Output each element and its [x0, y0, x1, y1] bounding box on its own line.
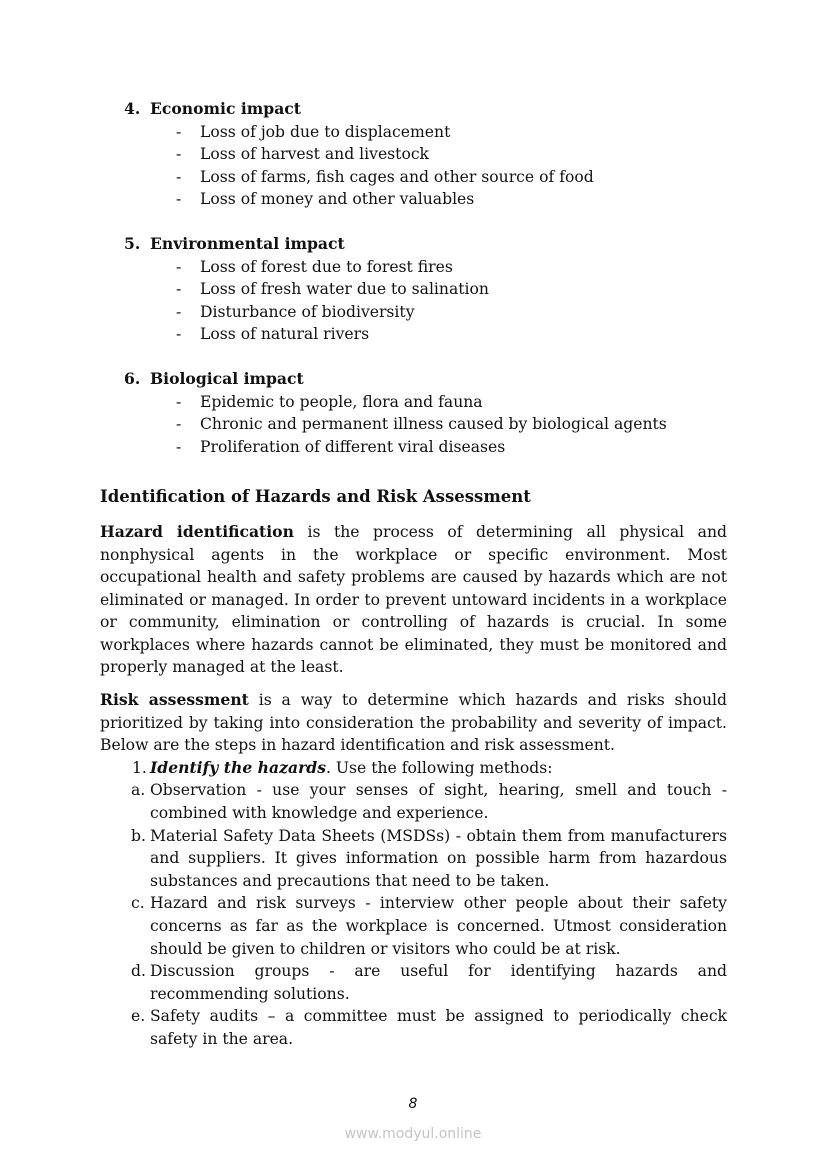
section-heading: Identification of Hazards and Risk Assessment	[100, 487, 531, 507]
list-item: - Proliferation of different viral diseases	[100, 436, 727, 459]
dash-bullet: -	[176, 122, 182, 141]
method-item: b. Material Safety Data Sheets (MSDSs) - obtain them from manufacturers and suppliers. It gives information on possible harm from hazardous substances and precautions that need to be taken.	[131, 826, 727, 890]
dash-bullet: -	[176, 325, 182, 344]
method-item: d. Discussion groups - are useful for identifying hazards and recommending solutions.	[131, 962, 727, 1003]
list-item: - Loss of fresh water due to salination	[100, 278, 727, 301]
impact-items	[100, 256, 727, 346]
risk-assessment-paragraph: Risk assessment is a way to determine which hazards and risks should prioritized by taking into consideration the probability and severity of impact. Below are the steps in hazard identification and risk assessment.	[100, 690, 728, 755]
document-page	[100, 98, 727, 1051]
impact-heading: 4. Economic impact	[124, 99, 301, 118]
dash-bullet: -	[176, 167, 182, 186]
impact-items	[100, 391, 727, 459]
impact-section	[100, 98, 727, 211]
method-item: e. Safety audits – a committee must be assigned to periodically check safety in the area.	[131, 1007, 727, 1048]
list-item: - Loss of job due to displacement	[100, 121, 727, 144]
dash-bullet: -	[176, 190, 182, 209]
method-item: c. Hazard and risk surveys - interview other people about their safety concerns as far as the workplace is concerned. Utmost consideration should be given to children or visitors who could be at risk.	[131, 894, 727, 958]
dash-bullet: -	[176, 280, 182, 299]
watermark: www.modyul.online	[344, 1126, 482, 1142]
list-item: - Loss of forest due to forest fires	[100, 256, 727, 279]
list-item: - Epidemic to people, flora and fauna	[100, 391, 727, 414]
page-number: 8	[408, 1096, 418, 1112]
method-list	[100, 779, 727, 1050]
list-item: - Loss of natural rivers	[100, 323, 727, 346]
term-risk-assessment: Risk assessment	[100, 690, 249, 710]
term-hazard-identification: Hazard identification	[100, 521, 294, 541]
impact-heading: 6. Biological impact	[124, 368, 304, 388]
dash-bullet: -	[176, 392, 182, 411]
impact-section	[100, 233, 727, 346]
impact-items	[100, 121, 727, 211]
list-item: - Loss of harvest and livestock	[100, 143, 727, 166]
method-item: a. Observation - use your senses of sight, hearing, smell and touch - combined with knowledge and experience.	[131, 781, 727, 823]
dash-bullet: -	[176, 302, 182, 321]
impact-list	[100, 98, 727, 458]
impact-heading: 5. Environmental impact	[124, 233, 345, 253]
list-item: - Disturbance of biodiversity	[100, 301, 727, 324]
dash-bullet: -	[176, 145, 182, 164]
step-identify-hazards: 1. Identify the hazards. Use the following methods:	[132, 757, 553, 777]
dash-bullet: -	[176, 437, 182, 456]
dash-bullet: -	[176, 415, 182, 434]
impact-section	[100, 368, 727, 458]
hazard-identification-paragraph: Hazard identification is the process of determining all physical and nonphysical agents in the workplace or specific environment. Most occupational health and safety problems are caused by hazards which are not eliminated or managed. In order to prevent untoward incidents in a workplace or community, elimination or controlling of hazards is crucial. In some workplaces where hazards cannot be eliminated, they must be monitored and properly managed at the least.	[100, 521, 728, 677]
list-item: - Chronic and permanent illness caused by biological agents	[100, 413, 727, 436]
list-item: - Loss of farms, fish cages and other source of food	[100, 166, 727, 189]
step-title: Identify the hazards	[150, 757, 326, 777]
list-item: - Loss of money and other valuables	[100, 188, 727, 211]
dash-bullet: -	[176, 257, 182, 276]
